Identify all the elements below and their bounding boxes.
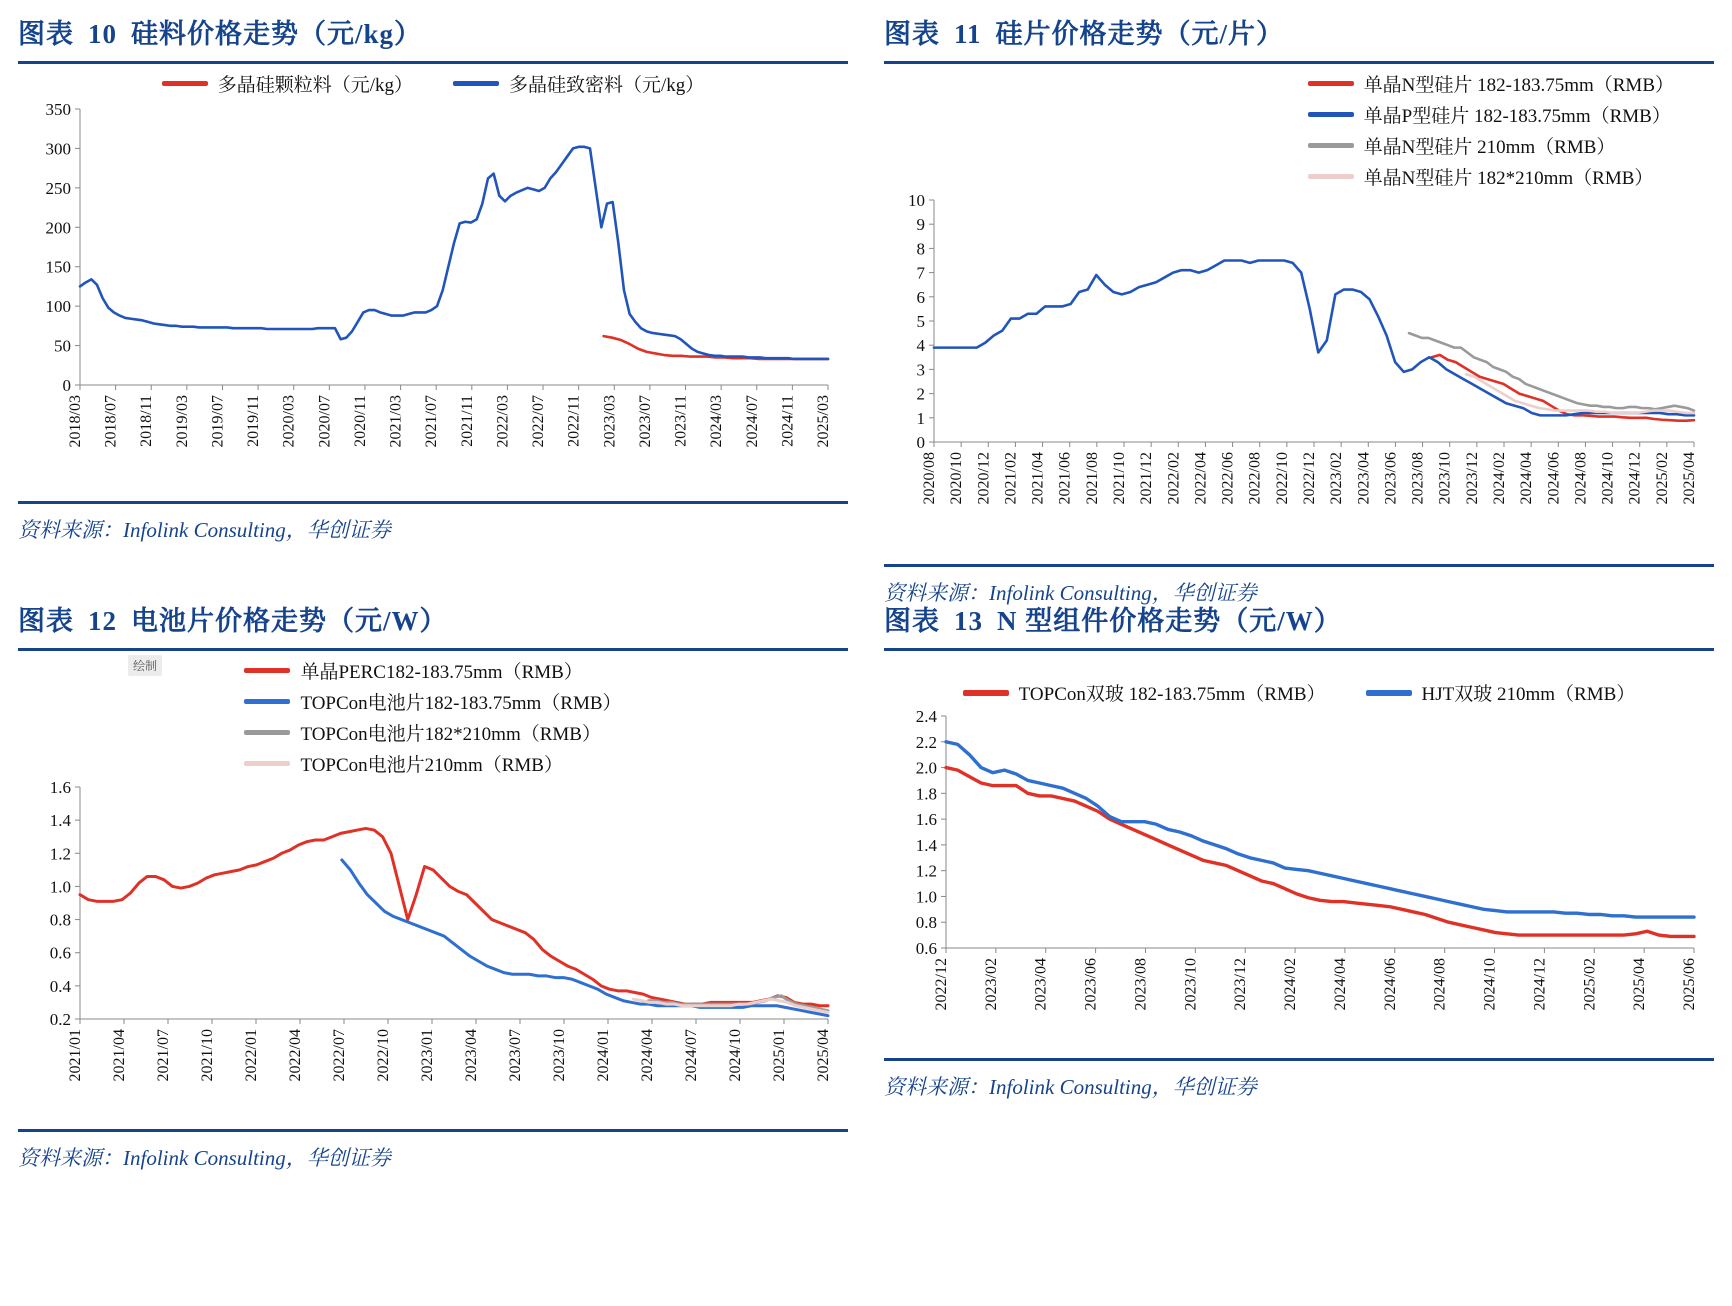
svg-text:2024/12: 2024/12 xyxy=(1626,452,1644,505)
legend-label: 多晶硅颗粒料（元/kg） xyxy=(217,75,413,96)
svg-text:2024/04: 2024/04 xyxy=(1331,958,1349,1011)
svg-text:2024/02: 2024/02 xyxy=(1491,452,1508,505)
chart-11-plot xyxy=(884,190,1714,560)
legend-swatch xyxy=(244,730,290,735)
svg-text:2025/03: 2025/03 xyxy=(815,395,832,448)
legend-swatch xyxy=(453,81,499,86)
legend-item xyxy=(1366,679,1636,706)
legend-item xyxy=(1308,132,1616,159)
svg-text:2024/10: 2024/10 xyxy=(1481,958,1499,1011)
svg-text:6: 6 xyxy=(916,287,925,307)
svg-text:0: 0 xyxy=(916,433,925,452)
svg-text:2024/07: 2024/07 xyxy=(743,395,761,448)
svg-text:4: 4 xyxy=(916,336,925,356)
legend-label: TOPCon双玻 182-183.75mm（RMB） xyxy=(1018,684,1326,705)
svg-text:2020/07: 2020/07 xyxy=(316,395,334,448)
chart-13-plot xyxy=(884,706,1714,1056)
svg-text:1.0: 1.0 xyxy=(49,877,71,897)
chart-10-number: 10 xyxy=(88,19,117,49)
panel-chart-10 xyxy=(0,0,866,587)
svg-text:2021/11: 2021/11 xyxy=(458,395,476,447)
svg-text:2021/03: 2021/03 xyxy=(387,395,405,448)
legend-item xyxy=(1308,163,1654,190)
svg-text:2021/07: 2021/07 xyxy=(423,395,441,448)
svg-text:2023/07: 2023/07 xyxy=(636,395,654,448)
chart-12-legend xyxy=(18,651,848,777)
svg-text:2023/10: 2023/10 xyxy=(1182,958,1200,1011)
svg-text:2024/11: 2024/11 xyxy=(779,395,797,447)
chart-10-plot xyxy=(18,97,848,497)
legend-label: 单晶P型硅片 182-183.75mm（RMB） xyxy=(1363,106,1671,127)
svg-text:2023/07: 2023/07 xyxy=(507,1029,524,1082)
legend-item xyxy=(244,688,621,715)
svg-text:2023/10: 2023/10 xyxy=(1436,452,1454,505)
svg-text:2023/06: 2023/06 xyxy=(1082,958,1100,1011)
svg-text:2023/04: 2023/04 xyxy=(1032,958,1050,1011)
chart-12-plot xyxy=(18,777,848,1127)
chart-10-legend xyxy=(18,64,848,97)
svg-text:2024/10: 2024/10 xyxy=(1599,452,1617,505)
chart-13-source: 资料来源：Infolink Consulting，华创证券 xyxy=(884,1075,1257,1099)
legend-item xyxy=(1308,101,1671,128)
svg-text:2022/10: 2022/10 xyxy=(1273,452,1291,505)
chart-13-label: 图表 xyxy=(884,606,940,636)
svg-text:2025/02: 2025/02 xyxy=(1581,958,1599,1011)
svg-text:350: 350 xyxy=(45,100,71,119)
svg-text:2021/10: 2021/10 xyxy=(1111,452,1128,505)
legend-swatch xyxy=(963,690,1009,696)
svg-text:2018/03: 2018/03 xyxy=(67,395,84,448)
legend-label: 单晶PERC182-183.75mm（RMB） xyxy=(300,662,583,683)
svg-text:2024/10: 2024/10 xyxy=(727,1029,744,1082)
svg-text:2022/03: 2022/03 xyxy=(494,395,512,448)
svg-text:1.2: 1.2 xyxy=(49,844,71,864)
legend-item xyxy=(453,70,704,97)
svg-text:0.6: 0.6 xyxy=(915,939,937,958)
svg-text:2024/04: 2024/04 xyxy=(639,1029,656,1082)
chart-12-label: 图表 xyxy=(18,606,74,636)
chart-10-title xyxy=(18,0,848,59)
svg-text:0.4: 0.4 xyxy=(49,976,71,996)
svg-text:2025/01: 2025/01 xyxy=(771,1029,788,1082)
legend-swatch xyxy=(244,761,290,766)
svg-text:2024/12: 2024/12 xyxy=(1531,958,1549,1011)
legend-item xyxy=(244,750,563,777)
legend-label: TOPCon电池片182-183.75mm（RMB） xyxy=(300,693,622,714)
legend-label: TOPCon电池片182*210mm（RMB） xyxy=(300,724,601,745)
svg-text:1.4: 1.4 xyxy=(49,811,71,831)
svg-text:2021/01: 2021/01 xyxy=(67,1029,84,1082)
svg-text:2020/08: 2020/08 xyxy=(921,452,938,505)
svg-text:2019/03: 2019/03 xyxy=(173,395,191,448)
chart-11-source: 资料来源：Infolink Consulting，华创证券 xyxy=(884,581,1257,605)
svg-text:0.8: 0.8 xyxy=(915,913,937,933)
legend-swatch xyxy=(1308,143,1354,148)
svg-text:2022/07: 2022/07 xyxy=(530,395,548,448)
svg-text:0.8: 0.8 xyxy=(49,910,71,930)
svg-text:2022/01: 2022/01 xyxy=(243,1029,260,1082)
legend-label: 单晶N型硅片 182*210mm（RMB） xyxy=(1363,168,1654,189)
svg-text:2024/07: 2024/07 xyxy=(683,1029,700,1082)
legend-swatch xyxy=(162,81,208,86)
panel-chart-13 xyxy=(866,587,1732,1174)
chart-12-title xyxy=(18,587,848,646)
legend-swatch xyxy=(244,699,290,704)
draw-note-badge: 绘制 xyxy=(128,655,162,676)
svg-text:2.0: 2.0 xyxy=(915,758,937,778)
legend-item xyxy=(244,657,582,684)
svg-text:2023/02: 2023/02 xyxy=(1328,452,1346,505)
svg-text:1.8: 1.8 xyxy=(915,784,937,804)
svg-text:2024/06: 2024/06 xyxy=(1381,958,1399,1011)
legend-label: 单晶N型硅片 182-183.75mm（RMB） xyxy=(1363,75,1674,96)
svg-text:2024/01: 2024/01 xyxy=(595,1029,612,1082)
svg-text:2025/06: 2025/06 xyxy=(1681,958,1698,1011)
svg-text:2018/07: 2018/07 xyxy=(102,395,120,448)
svg-text:2021/07: 2021/07 xyxy=(155,1029,172,1082)
legend-item xyxy=(963,679,1326,706)
svg-text:2023/08: 2023/08 xyxy=(1132,958,1150,1011)
svg-text:2023/11: 2023/11 xyxy=(672,395,690,447)
svg-text:2023/10: 2023/10 xyxy=(551,1029,568,1082)
svg-text:1.6: 1.6 xyxy=(49,778,71,797)
chart-11-title xyxy=(884,0,1714,59)
legend-label: 单晶N型硅片 210mm（RMB） xyxy=(1363,137,1616,158)
panel-chart-12 xyxy=(0,587,866,1174)
chart-12-source: 资料来源：Infolink Consulting，华创证券 xyxy=(18,1146,391,1170)
svg-text:2023/04: 2023/04 xyxy=(1355,452,1373,505)
svg-text:1.2: 1.2 xyxy=(915,861,937,881)
svg-text:2023/01: 2023/01 xyxy=(419,1029,436,1082)
legend-label: 多晶硅致密料（元/kg） xyxy=(509,75,705,96)
svg-text:2024/06: 2024/06 xyxy=(1545,452,1563,505)
svg-text:2.4: 2.4 xyxy=(915,707,937,726)
chart-13-number: 13 xyxy=(954,606,983,636)
svg-text:2023/08: 2023/08 xyxy=(1409,452,1427,505)
svg-text:2025/04: 2025/04 xyxy=(1681,452,1698,505)
svg-text:100: 100 xyxy=(45,297,71,317)
legend-item xyxy=(244,719,601,746)
svg-text:2022/12: 2022/12 xyxy=(1301,452,1318,505)
chart-13-heading: N 型组件价格走势（元/W） xyxy=(997,606,1342,636)
legend-swatch xyxy=(244,668,290,673)
chart-10-source: 资料来源：Infolink Consulting，华创证券 xyxy=(18,518,391,542)
svg-text:2022/07: 2022/07 xyxy=(331,1029,348,1082)
svg-text:0.6: 0.6 xyxy=(49,943,71,963)
panel-chart-11 xyxy=(866,0,1732,605)
svg-text:1: 1 xyxy=(916,408,925,428)
svg-text:2: 2 xyxy=(916,384,925,404)
legend-swatch xyxy=(1366,690,1412,696)
svg-text:1.4: 1.4 xyxy=(915,835,937,855)
svg-text:2022/10: 2022/10 xyxy=(375,1029,392,1082)
svg-text:2024/03: 2024/03 xyxy=(708,395,726,448)
legend-item xyxy=(1308,70,1674,97)
chart-11-number: 11 xyxy=(954,19,982,49)
svg-text:2022/04: 2022/04 xyxy=(287,1029,304,1082)
svg-text:2.2: 2.2 xyxy=(915,732,937,752)
chart-12-number: 12 xyxy=(88,606,117,636)
svg-text:2022/11: 2022/11 xyxy=(565,395,583,447)
svg-text:9: 9 xyxy=(916,215,925,235)
svg-text:2018/11: 2018/11 xyxy=(138,395,156,447)
legend-swatch xyxy=(1308,81,1354,86)
svg-text:2023/06: 2023/06 xyxy=(1382,452,1400,505)
svg-text:2022/02: 2022/02 xyxy=(1165,452,1183,505)
svg-text:2023/04: 2023/04 xyxy=(463,1029,480,1082)
legend-swatch xyxy=(1308,174,1354,179)
svg-text:0: 0 xyxy=(62,376,71,395)
svg-text:2019/11: 2019/11 xyxy=(245,395,263,447)
legend-label: HJT双玻 210mm（RMB） xyxy=(1421,684,1636,705)
svg-text:2021/04: 2021/04 xyxy=(111,1029,128,1082)
chart-12-heading: 电池片价格走势（元/W） xyxy=(131,606,448,636)
chart-13-legend xyxy=(884,651,1714,706)
svg-text:2024/02: 2024/02 xyxy=(1282,958,1300,1011)
svg-text:2024/04: 2024/04 xyxy=(1518,452,1536,505)
svg-text:2020/10: 2020/10 xyxy=(948,452,966,505)
svg-text:200: 200 xyxy=(45,218,71,238)
chart-11-label: 图表 xyxy=(884,19,940,49)
svg-text:2021/12: 2021/12 xyxy=(1138,452,1156,505)
svg-text:1.6: 1.6 xyxy=(915,810,937,830)
svg-text:2023/02: 2023/02 xyxy=(982,958,1000,1011)
svg-text:2022/12: 2022/12 xyxy=(933,958,950,1011)
svg-text:2021/08: 2021/08 xyxy=(1083,452,1101,505)
svg-text:2020/12: 2020/12 xyxy=(975,452,993,505)
svg-text:10: 10 xyxy=(908,191,925,210)
svg-text:250: 250 xyxy=(45,178,71,198)
svg-text:2020/03: 2020/03 xyxy=(280,395,298,448)
legend-label: TOPCon电池片210mm（RMB） xyxy=(300,755,563,776)
svg-text:150: 150 xyxy=(45,257,71,277)
svg-text:2023/12: 2023/12 xyxy=(1232,958,1250,1011)
svg-text:5: 5 xyxy=(916,312,925,331)
chart-11-legend xyxy=(884,64,1714,190)
svg-text:2022/06: 2022/06 xyxy=(1219,452,1237,505)
svg-text:2021/10: 2021/10 xyxy=(199,1029,216,1082)
svg-text:50: 50 xyxy=(54,336,71,356)
svg-text:7: 7 xyxy=(916,263,925,283)
svg-text:1.0: 1.0 xyxy=(915,887,937,907)
svg-text:2019/07: 2019/07 xyxy=(209,395,227,448)
legend-item xyxy=(162,70,413,97)
svg-text:2020/11: 2020/11 xyxy=(351,395,369,447)
svg-text:2023/03: 2023/03 xyxy=(601,395,619,448)
svg-text:2021/04: 2021/04 xyxy=(1029,452,1047,505)
svg-text:2022/04: 2022/04 xyxy=(1192,452,1210,505)
chart-10-label: 图表 xyxy=(18,19,74,49)
svg-text:300: 300 xyxy=(45,139,71,159)
svg-text:3: 3 xyxy=(916,360,925,380)
svg-text:2022/08: 2022/08 xyxy=(1246,452,1264,505)
svg-text:2023/12: 2023/12 xyxy=(1463,452,1481,505)
chart-10-heading: 硅料价格走势（元/kg） xyxy=(131,19,423,49)
legend-swatch xyxy=(1308,112,1354,117)
svg-text:0.2: 0.2 xyxy=(49,1010,71,1029)
svg-text:2024/08: 2024/08 xyxy=(1431,958,1449,1011)
chart-11-heading: 硅片价格走势（元/片） xyxy=(995,19,1285,49)
chart-13-title xyxy=(884,587,1714,646)
svg-text:2021/06: 2021/06 xyxy=(1056,452,1074,505)
svg-text:2024/08: 2024/08 xyxy=(1572,452,1590,505)
svg-text:2025/04: 2025/04 xyxy=(1631,958,1649,1011)
svg-text:2025/04: 2025/04 xyxy=(815,1029,832,1082)
svg-text:2021/02: 2021/02 xyxy=(1002,452,1020,505)
svg-text:8: 8 xyxy=(916,239,925,259)
svg-text:2025/02: 2025/02 xyxy=(1653,452,1671,505)
